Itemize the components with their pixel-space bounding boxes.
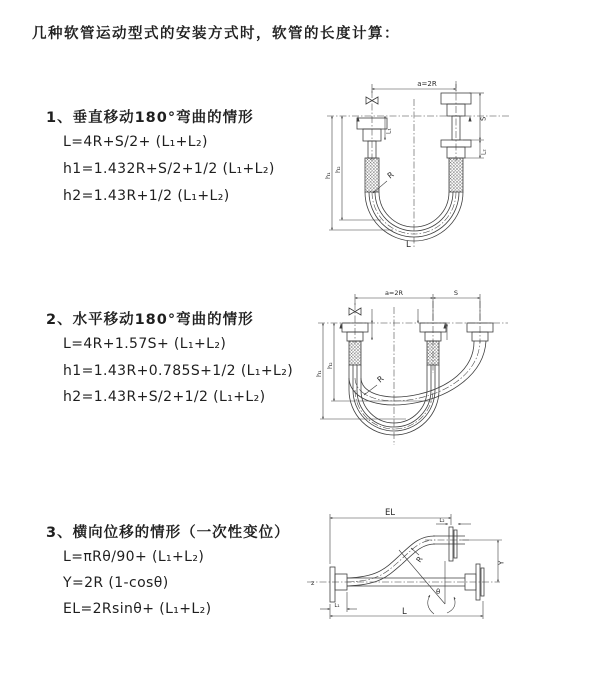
label-l1: L₁ bbox=[334, 603, 340, 609]
section-3-heading: 3、横向位移的情形（一次性变位） bbox=[46, 525, 290, 541]
label-y: Y bbox=[497, 560, 506, 565]
hose-displaced-s-curve bbox=[347, 536, 465, 586]
label-r: R bbox=[375, 374, 386, 385]
label-l2: L₂ bbox=[439, 518, 445, 524]
dim-a2r-s bbox=[355, 294, 480, 321]
label-h2: h₂ bbox=[334, 166, 342, 173]
diagram-lateral-displacement bbox=[295, 503, 600, 648]
leader-r bbox=[411, 548, 419, 555]
label-el: EL bbox=[384, 508, 396, 518]
label-h2: h₂ bbox=[326, 362, 334, 369]
section-1-formula-h2: h2=1.43R+1/2 (L₁+L₂) bbox=[63, 188, 230, 204]
section-1-formula-L: L=4R+S/2+ (L₁+L₂) bbox=[63, 134, 208, 150]
right-fitting bbox=[467, 323, 493, 341]
braided-hose-hatch bbox=[449, 158, 463, 192]
label-r: R bbox=[385, 170, 396, 181]
braided-hose-hatch bbox=[349, 341, 361, 365]
label-r: R bbox=[414, 554, 425, 565]
section-3-formula-L: L=πRθ/90+ (L₁+L₂) bbox=[63, 549, 205, 565]
dim-h1-h2 bbox=[320, 323, 432, 419]
section-2-formula-L: L=4R+1.57S+ (L₁+L₂) bbox=[63, 336, 227, 352]
label-s: S bbox=[479, 116, 488, 121]
dim-s bbox=[463, 93, 484, 158]
section-1-formula-h1: h1=1.432R+S/2+1/2 (L₁+L₂) bbox=[63, 161, 275, 177]
dim-el bbox=[330, 514, 451, 564]
dim-a2r bbox=[372, 84, 456, 93]
centerlines bbox=[327, 81, 509, 249]
label-a2r: a=2R bbox=[384, 289, 404, 297]
label-l2: L₂ bbox=[480, 149, 488, 155]
section-3-formula-Y: Y=2R (1-cosθ) bbox=[63, 575, 169, 591]
braided-hose-hatch bbox=[427, 341, 439, 365]
section-2-formula-h2: h2=1.43R+S/2+1/2 (L₁+L₂) bbox=[63, 389, 266, 405]
left-flange bbox=[330, 567, 347, 602]
label-a2r: a=2R bbox=[417, 80, 437, 88]
label-theta: θ bbox=[436, 588, 441, 596]
section-2-formula-h1: h1=1.43R+0.785S+1/2 (L₁+L₂) bbox=[63, 363, 294, 379]
valve-icon bbox=[366, 97, 378, 104]
section-3-formula-EL: EL=2Rsinθ+ (L₁+L₂) bbox=[63, 601, 212, 617]
label-h1: h₁ bbox=[315, 370, 323, 377]
ref-arrow bbox=[468, 116, 471, 122]
section-1-heading: 1、垂直移动180°弯曲的情形 bbox=[46, 110, 254, 126]
braided-hose-hatch bbox=[365, 158, 379, 192]
centerlines bbox=[307, 540, 500, 582]
label-l1: L₁ bbox=[385, 128, 393, 134]
diagram-vertical-180-bend bbox=[313, 73, 589, 257]
ref-arrows bbox=[372, 309, 447, 340]
section-2-heading: 2、水平移动180°弯曲的情形 bbox=[46, 312, 254, 328]
page-title: 几种软管运动型式的安装方式时，软管的长度计算： bbox=[32, 26, 400, 42]
diagram-horizontal-180-bend bbox=[310, 283, 592, 455]
label-axis-mark: z bbox=[311, 579, 315, 587]
label-l: L bbox=[402, 607, 407, 617]
hose-moved-position bbox=[349, 341, 486, 405]
label-l: L bbox=[406, 240, 411, 250]
label-s: S bbox=[453, 289, 459, 297]
label-h1: h₁ bbox=[324, 172, 332, 179]
dim-l1 bbox=[320, 592, 357, 612]
